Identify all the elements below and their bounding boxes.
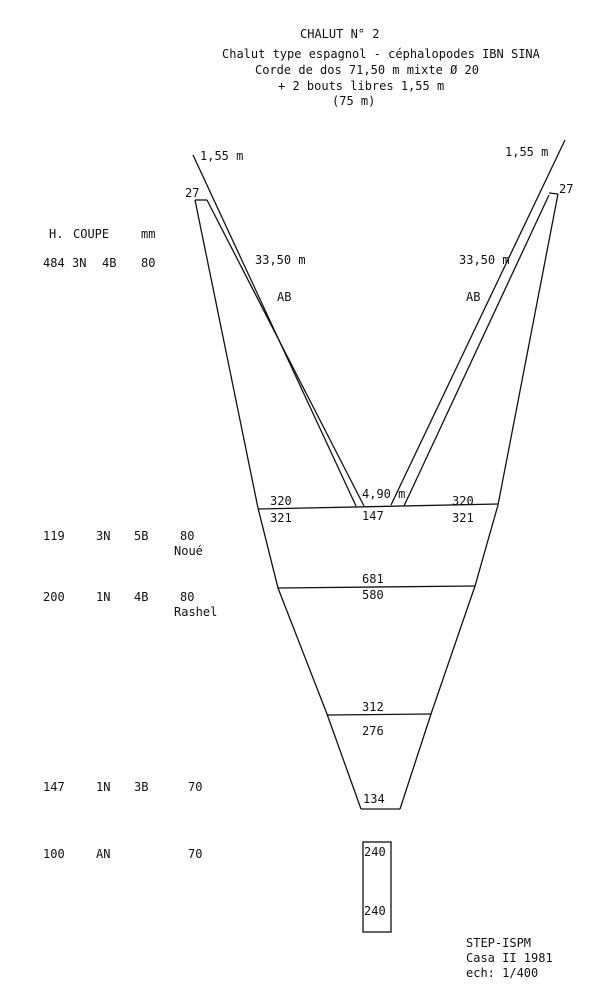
row1-b: 4B bbox=[102, 256, 117, 270]
right-outer-edge bbox=[400, 194, 558, 809]
label-section2-bottom: 580 bbox=[362, 588, 384, 602]
subtitle-free-ends: + 2 bouts libres 1,55 m bbox=[278, 79, 445, 93]
label-wing-tip-left: 27 bbox=[185, 186, 200, 200]
label-center-headline: 4,90 m bbox=[362, 487, 406, 501]
row1-mm: 80 bbox=[141, 256, 156, 270]
row4-n: 1N bbox=[96, 780, 111, 794]
row1-h: 484 bbox=[43, 256, 65, 270]
label-free-end-right: 1,55 m bbox=[505, 145, 549, 159]
label-section4-bottom: 134 bbox=[363, 792, 385, 806]
diagram-title: CHALUT N° 2 bbox=[300, 27, 380, 41]
row5-mm: 70 bbox=[188, 847, 203, 861]
label-belly-right-bottom: 321 bbox=[452, 511, 474, 525]
label-section3-bottom: 276 bbox=[362, 724, 384, 738]
label-headline-right: 33,50 m bbox=[459, 253, 510, 267]
label-belly-right-top: 320 bbox=[452, 494, 474, 508]
label-wing-tip-right: 27 bbox=[559, 182, 574, 196]
row2-mm: 80 bbox=[180, 529, 195, 543]
row3-b: 4B bbox=[134, 590, 149, 604]
subtitle-total-length: (75 m) bbox=[332, 94, 376, 108]
section3-seam bbox=[327, 714, 431, 715]
row4-mm: 70 bbox=[188, 780, 203, 794]
footer-location-date: Casa II 1981 bbox=[466, 951, 553, 965]
label-section2-top: 681 bbox=[362, 572, 384, 586]
table-header-mm: mm bbox=[141, 227, 156, 241]
label-free-end-left: 1,55 m bbox=[200, 149, 244, 163]
row4-h: 147 bbox=[43, 780, 65, 794]
table-header-coupe: COUPE bbox=[73, 227, 110, 241]
footer-institution: STEP-ISPM bbox=[466, 936, 532, 950]
row5-h: 100 bbox=[43, 847, 65, 861]
table-header-h: H. bbox=[49, 227, 64, 241]
row2-h: 119 bbox=[43, 529, 65, 543]
label-belly-center-bottom: 147 bbox=[362, 509, 384, 523]
label-codend-bottom: 240 bbox=[364, 904, 386, 918]
row3-n: 1N bbox=[96, 590, 111, 604]
left-wing-inner-edge bbox=[207, 200, 364, 506]
row3-material: Rashel bbox=[174, 605, 218, 619]
label-cut-right: AB bbox=[466, 290, 481, 304]
row1-n: 3N bbox=[72, 256, 87, 270]
row2-n: 3N bbox=[96, 529, 111, 543]
row2-b: 5B bbox=[134, 529, 149, 543]
row2-material: Noué bbox=[174, 544, 203, 558]
label-section3-top: 312 bbox=[362, 700, 384, 714]
label-codend-top: 240 bbox=[364, 845, 386, 859]
label-headline-left: 33,50 m bbox=[255, 253, 306, 267]
label-cut-left: AB bbox=[277, 290, 292, 304]
row3-h: 200 bbox=[43, 590, 65, 604]
right-free-end-line bbox=[391, 140, 565, 505]
right-wing-tip bbox=[549, 193, 558, 194]
row4-b: 3B bbox=[134, 780, 149, 794]
subtitle-trawl-type: Chalut type espagnol - céphalopodes IBN SINA bbox=[222, 47, 540, 61]
label-belly-left-bottom: 321 bbox=[270, 511, 292, 525]
row5-n: AN bbox=[96, 847, 111, 861]
subtitle-headline: Corde de dos 71,50 m mixte Ø 20 bbox=[255, 63, 479, 77]
row3-mm: 80 bbox=[180, 590, 195, 604]
footer-scale: ech: 1/400 bbox=[466, 966, 539, 980]
label-belly-left-top: 320 bbox=[270, 494, 292, 508]
